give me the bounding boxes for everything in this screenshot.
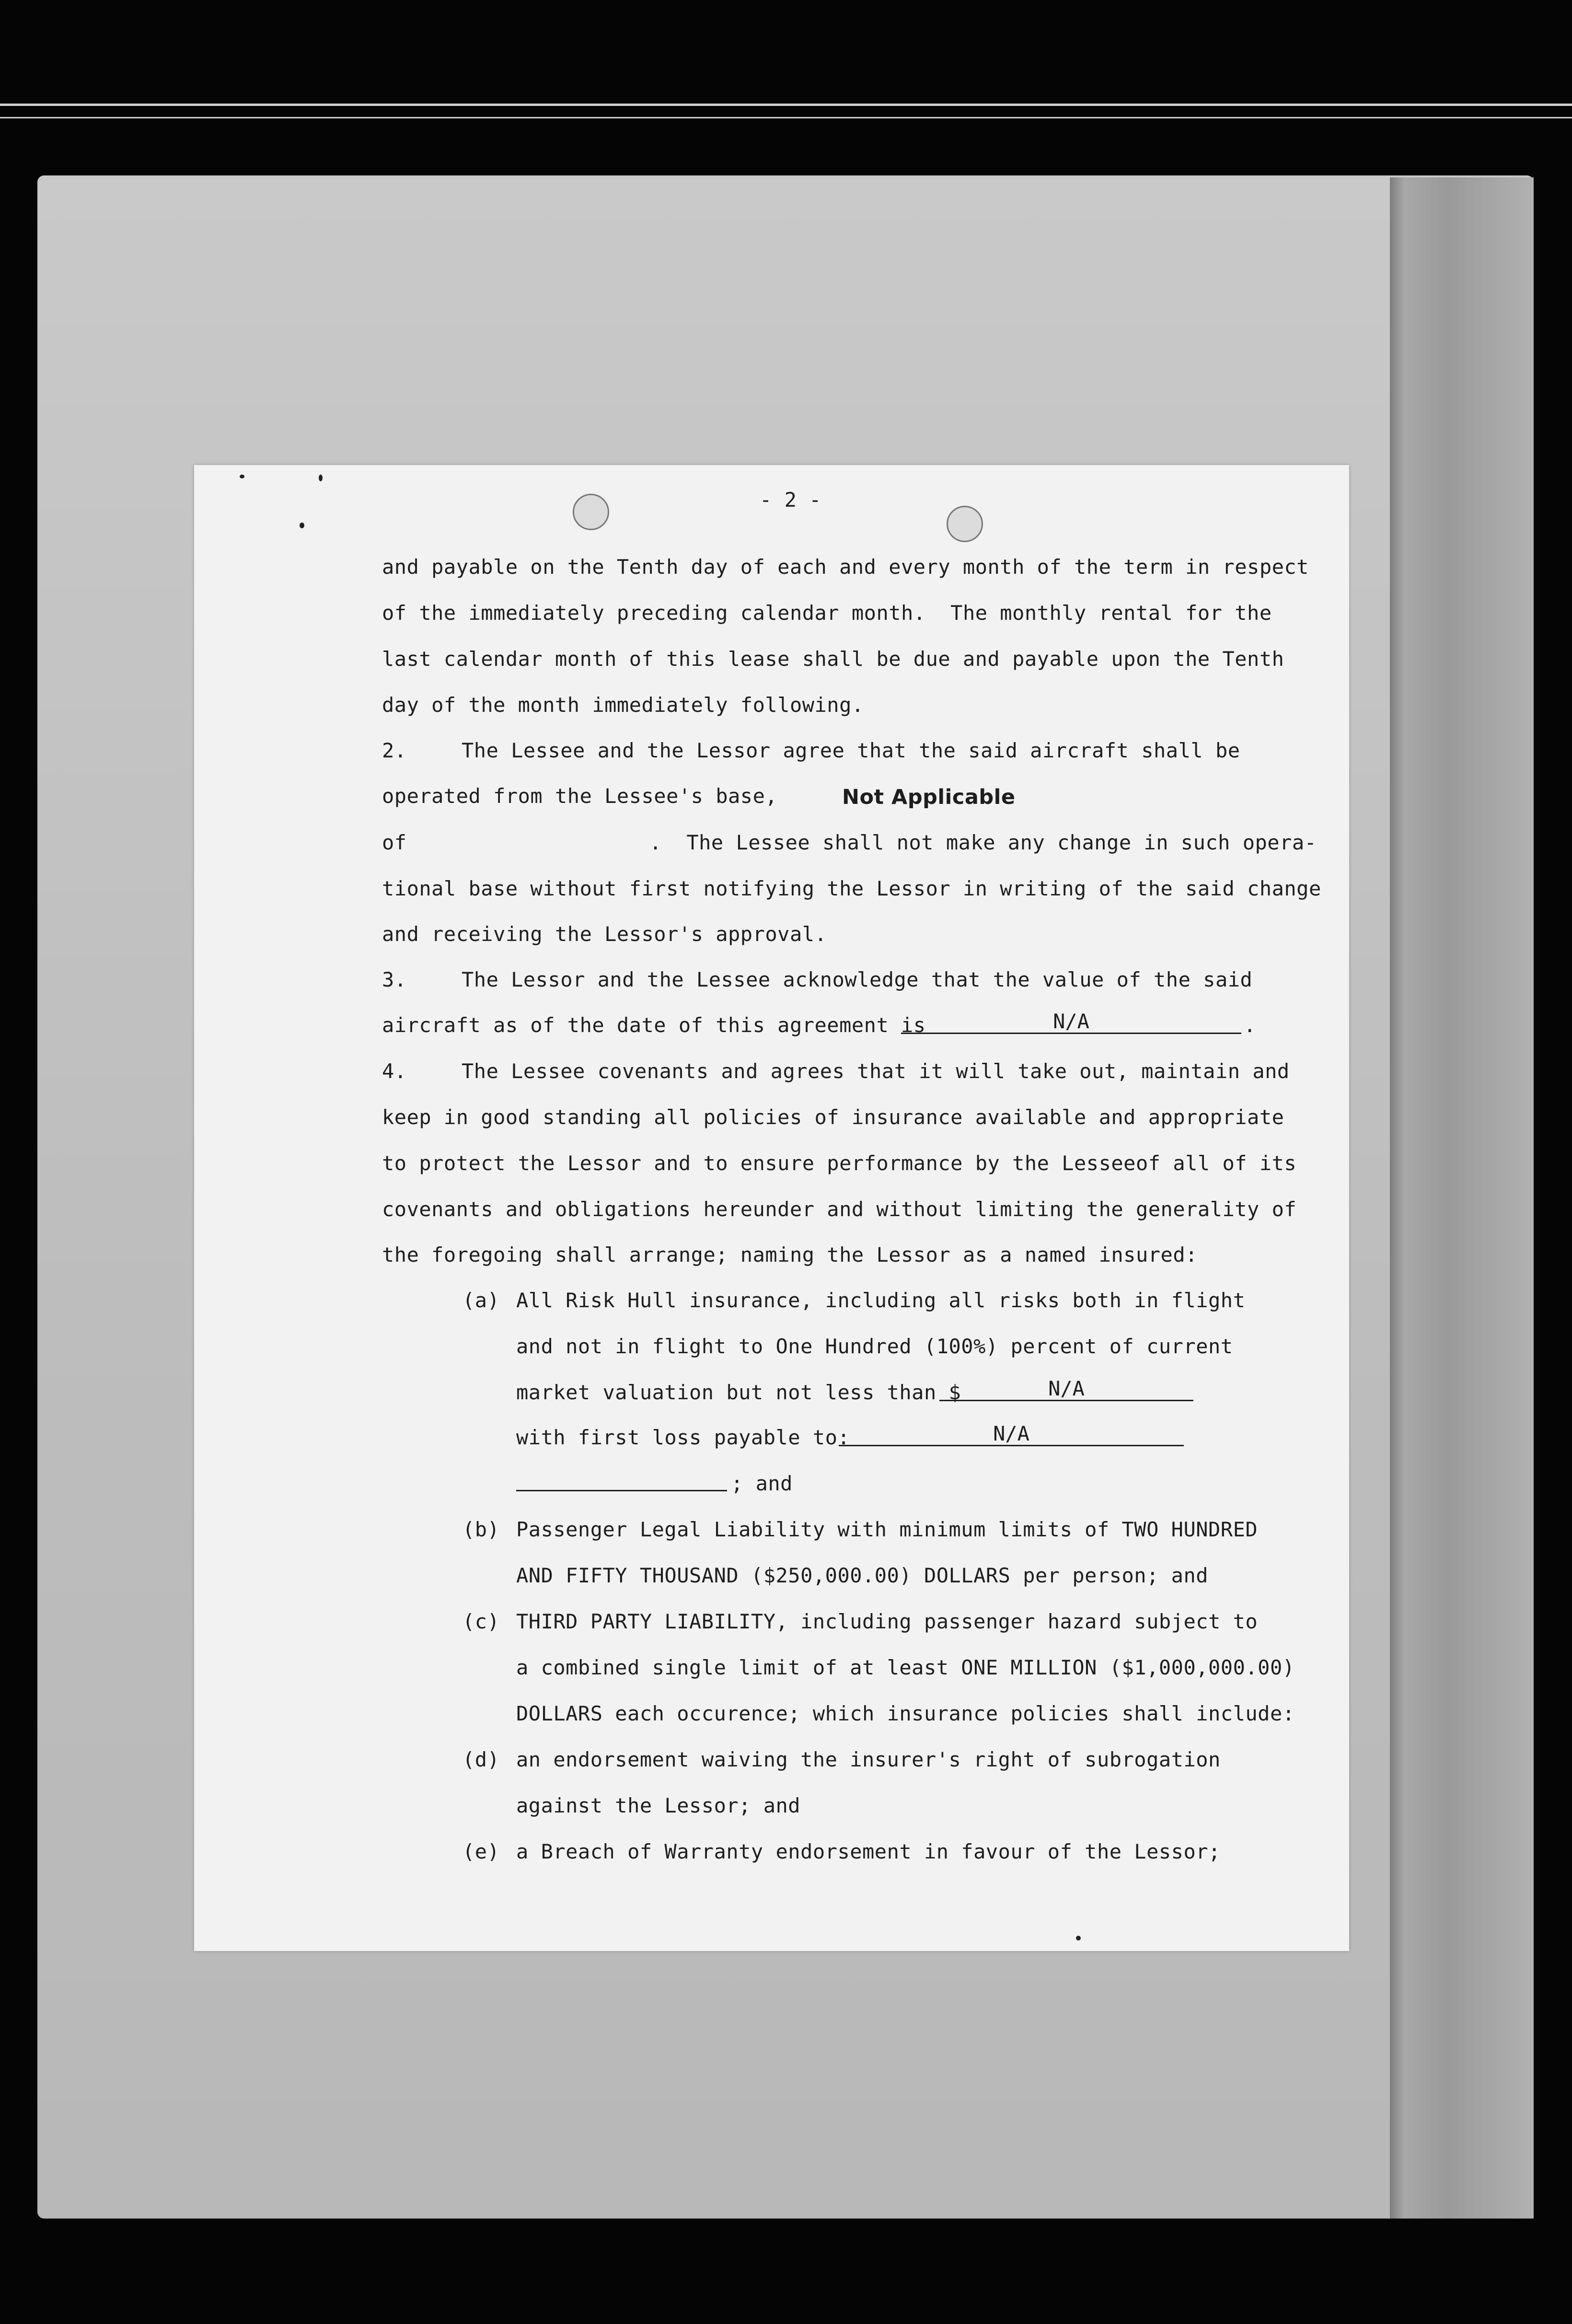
market-valuation-field: N/A: [939, 1379, 1193, 1401]
clause-line: and receiving the Lessor's approval.: [382, 922, 827, 946]
clause-line: tional base without first notifying the Lessor in writing of the said change: [382, 877, 1321, 900]
subclause-label: (d): [462, 1748, 500, 1771]
punch-hole-left: [573, 494, 609, 530]
body-line: and payable on the Tenth day of each and every month of the term in respect: [382, 555, 1309, 579]
subclause-label: (c): [462, 1610, 500, 1633]
subclause-line: All Risk Hull insurance, including all risks both in flight: [516, 1289, 1246, 1312]
subclause-line: Passenger Legal Liability with minimum limits of TWO HUNDRED: [516, 1518, 1258, 1541]
film-border-line: [0, 117, 1572, 118]
clause-line: the foregoing shall arrange; naming the Lessor as a named insured:: [382, 1243, 1198, 1267]
clause-line: The Lessee and the Lessor agree that the said aircraft shall be: [462, 739, 1240, 762]
page-number: - 2 -: [760, 488, 821, 511]
clause-line: keep in good standing all policies of insurance available and appropriate: [382, 1105, 1284, 1129]
clause-line: of: [382, 831, 407, 854]
loss-payee-field: N/A: [839, 1424, 1184, 1446]
operational-base-value: Not Applicable: [842, 785, 1016, 809]
aircraft-value-field: N/A: [901, 1011, 1241, 1034]
subclause-line: a combined single limit of at least ONE MILLION ($1,000,000.00): [516, 1656, 1295, 1679]
body-line: of the immediately preceding calendar month. The monthly rental for the: [382, 601, 1272, 625]
subclause-line: with first loss payable to:: [516, 1426, 850, 1449]
clause-line: .: [1244, 1013, 1256, 1037]
subclause-line: market valuation but not less than $: [516, 1381, 961, 1404]
document-page: [194, 465, 1349, 1951]
clause-line: . The Lessee shall not make any change in such opera-: [649, 831, 1317, 854]
speck: [1076, 1936, 1081, 1941]
subclause-line: AND FIFTY THOUSAND ($250,000.00) DOLLARS per person; and: [516, 1564, 1209, 1587]
subclause-line: against the Lessor; and: [516, 1794, 801, 1817]
subclause-line: ; and: [731, 1472, 793, 1495]
clause-line: covenants and obligations hereunder and without limiting the generality of: [382, 1197, 1297, 1221]
body-line: day of the month immediately following.: [382, 693, 864, 717]
clause-line: The Lessee covenants and agrees that it will take out, maintain and: [462, 1059, 1290, 1083]
film-border-line: [0, 104, 1572, 106]
clause-number: 4.: [382, 1059, 407, 1083]
clause-number: 3.: [382, 968, 407, 991]
subclause-label: (b): [462, 1518, 500, 1541]
subclause-line: a Breach of Warranty endorsement in favour of the Lessor;: [516, 1840, 1221, 1863]
subclause-label: (a): [462, 1289, 500, 1312]
clause-line: The Lessor and the Lessee acknowledge that the value of the said: [462, 968, 1253, 991]
clause-line: to protect the Lessor and to ensure performance by the Lesseeof all of its: [382, 1151, 1297, 1175]
punch-hole-right: [947, 506, 983, 542]
clause-number: 2.: [382, 739, 407, 762]
subclause-line: DOLLARS each occurence; which insurance policies shall include:: [516, 1702, 1295, 1725]
subclause-line: an endorsement waiving the insurer's right of subrogation: [516, 1748, 1221, 1771]
body-line: last calendar month of this lease shall be due and payable upon the Tenth: [382, 647, 1284, 671]
speck: [300, 523, 304, 528]
speck: [319, 475, 323, 481]
subclause-line: THIRD PARTY LIABILITY, including passenger hazard subject to: [516, 1610, 1258, 1633]
speck: [240, 475, 244, 478]
loss-payee-field-continued: [516, 1469, 727, 1491]
clause-line: operated from the Lessee's base,: [382, 784, 778, 808]
board-edge: [1390, 177, 1534, 2219]
subclause-label: (e): [462, 1840, 500, 1863]
subclause-line: and not in flight to One Hundred (100%) percent of current: [516, 1335, 1233, 1358]
clause-line: aircraft as of the date of this agreement is: [382, 1013, 926, 1037]
